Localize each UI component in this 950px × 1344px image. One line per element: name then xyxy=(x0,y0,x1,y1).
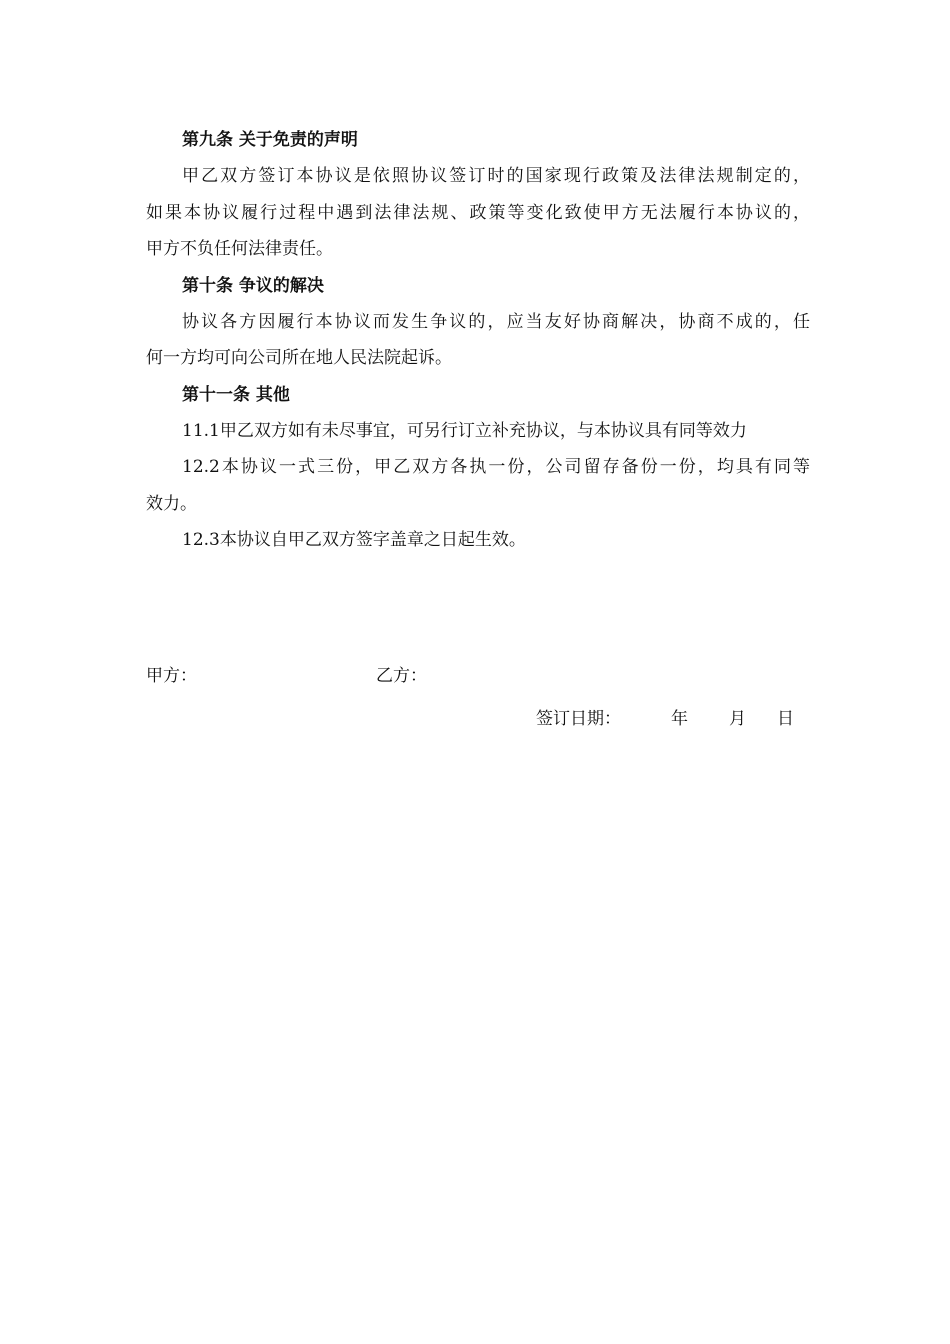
paragraph-line: 11.1甲乙双方如有未尽事宜，可另行订立补充协议，与本协议具有同等效力 xyxy=(182,420,747,441)
article-9-paragraph xyxy=(146,158,810,268)
article-9-heading: 第九条 关于免责的声明 xyxy=(182,130,358,150)
party-b-signature-label: 乙方： xyxy=(376,666,427,686)
day-label: 日 xyxy=(777,709,794,729)
article-10-heading: 第十条 争议的解决 xyxy=(182,275,324,296)
article-10-paragraph xyxy=(146,304,810,377)
paragraph-line: 如果本协议履行过程中遇到法律法规、政策等变化致使甲方无法履行本协议的， xyxy=(146,202,810,223)
paragraph-line: 何一方均可向公司所在地人民法院起诉。 xyxy=(146,348,452,368)
article-11-heading: 第十一条 其他 xyxy=(182,384,290,405)
paragraph-line: 效力。 xyxy=(146,493,197,514)
clause-12-3 xyxy=(146,522,810,559)
paragraph-line: 甲乙双方签订本协议是依照协议签订时的国家现行政策及法律法规制定的， xyxy=(182,166,810,186)
month-label: 月 xyxy=(729,709,746,729)
document-body xyxy=(146,122,810,559)
paragraph-line: 协议各方因履行本协议而发生争议的，应当友好协商解决，协商不成的，任 xyxy=(182,311,810,332)
paragraph-line: 12.3本协议自甲乙双方签字盖章之日起生效。 xyxy=(182,530,526,550)
signing-date-label: 签订日期： xyxy=(536,709,621,729)
clause-11-1 xyxy=(146,413,810,450)
paragraph-line: 12.2本协议一式三份，甲乙双方各执一份，公司留存备份一份，均具有同等 xyxy=(182,457,810,477)
party-a-signature-label: 甲方： xyxy=(146,666,197,686)
year-label: 年 xyxy=(671,709,688,729)
paragraph-line: 甲方不负任何法律责任。 xyxy=(146,239,333,259)
clause-12-2 xyxy=(146,449,810,522)
